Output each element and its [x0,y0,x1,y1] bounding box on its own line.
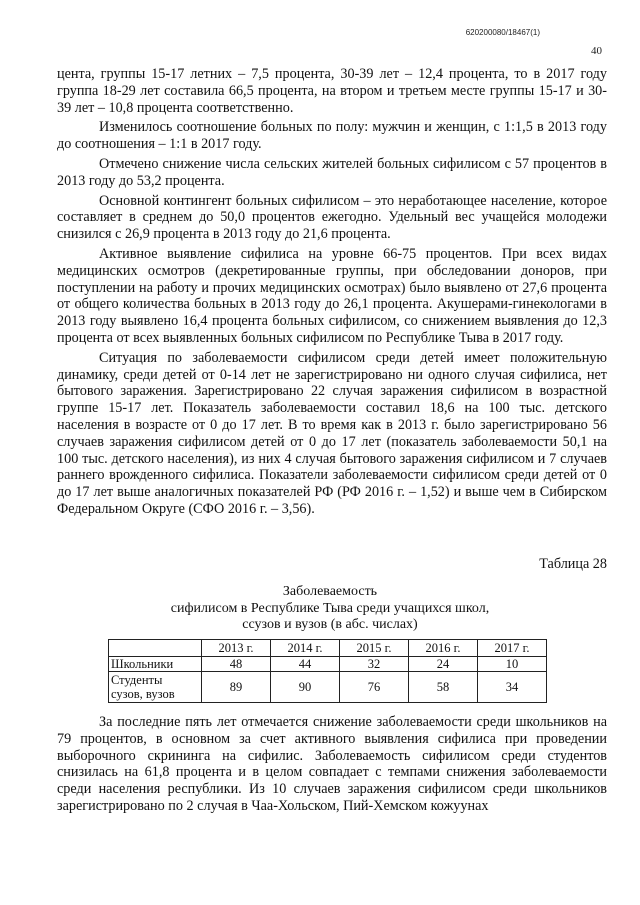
row-label-line: Студенты [111,673,163,687]
table-cell: 76 [340,672,409,703]
table-row [109,672,547,703]
table-title-line: сифилисом в Республике Тыва среди учащихся школ, [170,600,490,616]
table-cell: 58 [409,672,478,703]
paragraph: Отмечено снижение числа сельских жителей больных сифилисом с 57 процентов в 2013 году до 53,2 процента. [57,155,607,189]
paragraph: Основной контингент больных сифилисом – это неработающее население, которое составляет в среднем до 50,0 процентов ежегодно. Удельный вес учащейся молодежи снизился с 26,9 процента в 2013 году до 21,6 процента. [57,192,607,243]
table-header-cell: 2017 г. [478,640,547,657]
table-header-cell [109,640,202,657]
table-row [109,657,547,672]
page-number: 40 [591,45,602,57]
document-id: 620200080/18467(1) [465,28,540,37]
table-cell: 32 [340,657,409,672]
table-cell: 89 [202,672,271,703]
row-label-line: сузов, вузов [111,687,175,701]
closing-text [57,714,607,815]
row-label: Школьники [109,657,202,672]
incidence-table [108,639,547,703]
table-title [120,584,540,634]
table-header-cell: 2015 г. [340,640,409,657]
table-header-cell: 2016 г. [409,640,478,657]
table-header-cell: 2013 г. [202,640,271,657]
table-cell: 10 [478,657,547,672]
table-label: Таблица 28 [539,556,607,572]
paragraph: цента, группы 15-17 летних – 7,5 процента, 30-39 лет – 12,4 процента, то в 2017 году группа 18-29 лет составила 66,5 процента, на втором и третьем месте группы 15-17 и 30-39 лет – 10,8 процента соответственно. [57,66,607,116]
table-cell: 48 [202,657,271,672]
table-cell: 34 [478,672,547,703]
body-text [57,66,607,521]
table-cell: 44 [271,657,340,672]
paragraph: За последние пять лет отмечается снижение заболеваемости среди школьников на 79 процентов, в основном за счет активного выявления сифилиса при проведении выборочного скрининга на сифилис. Заболеваемость сифилисом среди студентов снизилась на 61,8 процента и в целом совпадает с темпами снижения заболеваемости среди населения республики. Из 10 случаев заражения сифилисом среди школьников зарегистрировано по 2 случая в Чаа-Хольском, Пий-Хемском кожуунах [57,714,607,814]
table-header-cell: 2014 г. [271,640,340,657]
table-title-line: Заболеваемость [282,584,378,599]
table-title-line: ссузов и вузов (в абс. числах) [242,617,418,632]
table-header-row [109,640,547,657]
paragraph: Изменилось соотношение больных по полу: мужчин и женщин, с 1:1,5 в 2013 году до соотношения – 1:1 в 2017 году. [57,119,607,153]
row-label [109,672,202,703]
table-cell: 24 [409,657,478,672]
paragraph: Ситуация по заболеваемости сифилисом среди детей имеет положительную динамику, среди детей от 0-14 лет не зарегистрировано ни одного случая сифилиса, нет бытового заражения. Зарегистрировано 22 случая заражения сифилисом в возрастной группе 15-17 лет. Показатель заболеваемости составил 18,6 на 100 тыс. детского населения в возрасте от 0 до 17 лет. В то время как в 2013 г. было зарегистрировано 56 случаев заражения сифилисом детей от 0 до 17 лет (показатель заболеваемости 50,1 на 100 тыс. детского населения), из них 4 случая бытового заражения сифилисом и 7 случаев раннего врожденного сифилиса. Показатели заболеваемости сифилисом среди детей от 0 до 17 лет выше аналогичных показателей РФ (РФ 2016 г. – 1,52) и выше чем в Сибирском Федеральном Округе (СФО 2016 г. – 3,56). [57,349,607,517]
table-cell: 90 [271,672,340,703]
paragraph: Активное выявление сифилиса на уровне 66-75 процентов. При всех видах медицинских осмотров (декретированные группы, при обследовании доноров, при поступлении на работу и прочих медицинских осмотрах) было выявлено от 27,6 процента от общего количества больных в 2013 году до 26,1 процента. Акушерами-гинекологами в 2013 году выявлено 16,4 процента больных сифилисом, со снижением выявления до 12,3 процента от всех выявленных больных сифилисом по Республике Тыва в 2017 году. [57,245,607,346]
